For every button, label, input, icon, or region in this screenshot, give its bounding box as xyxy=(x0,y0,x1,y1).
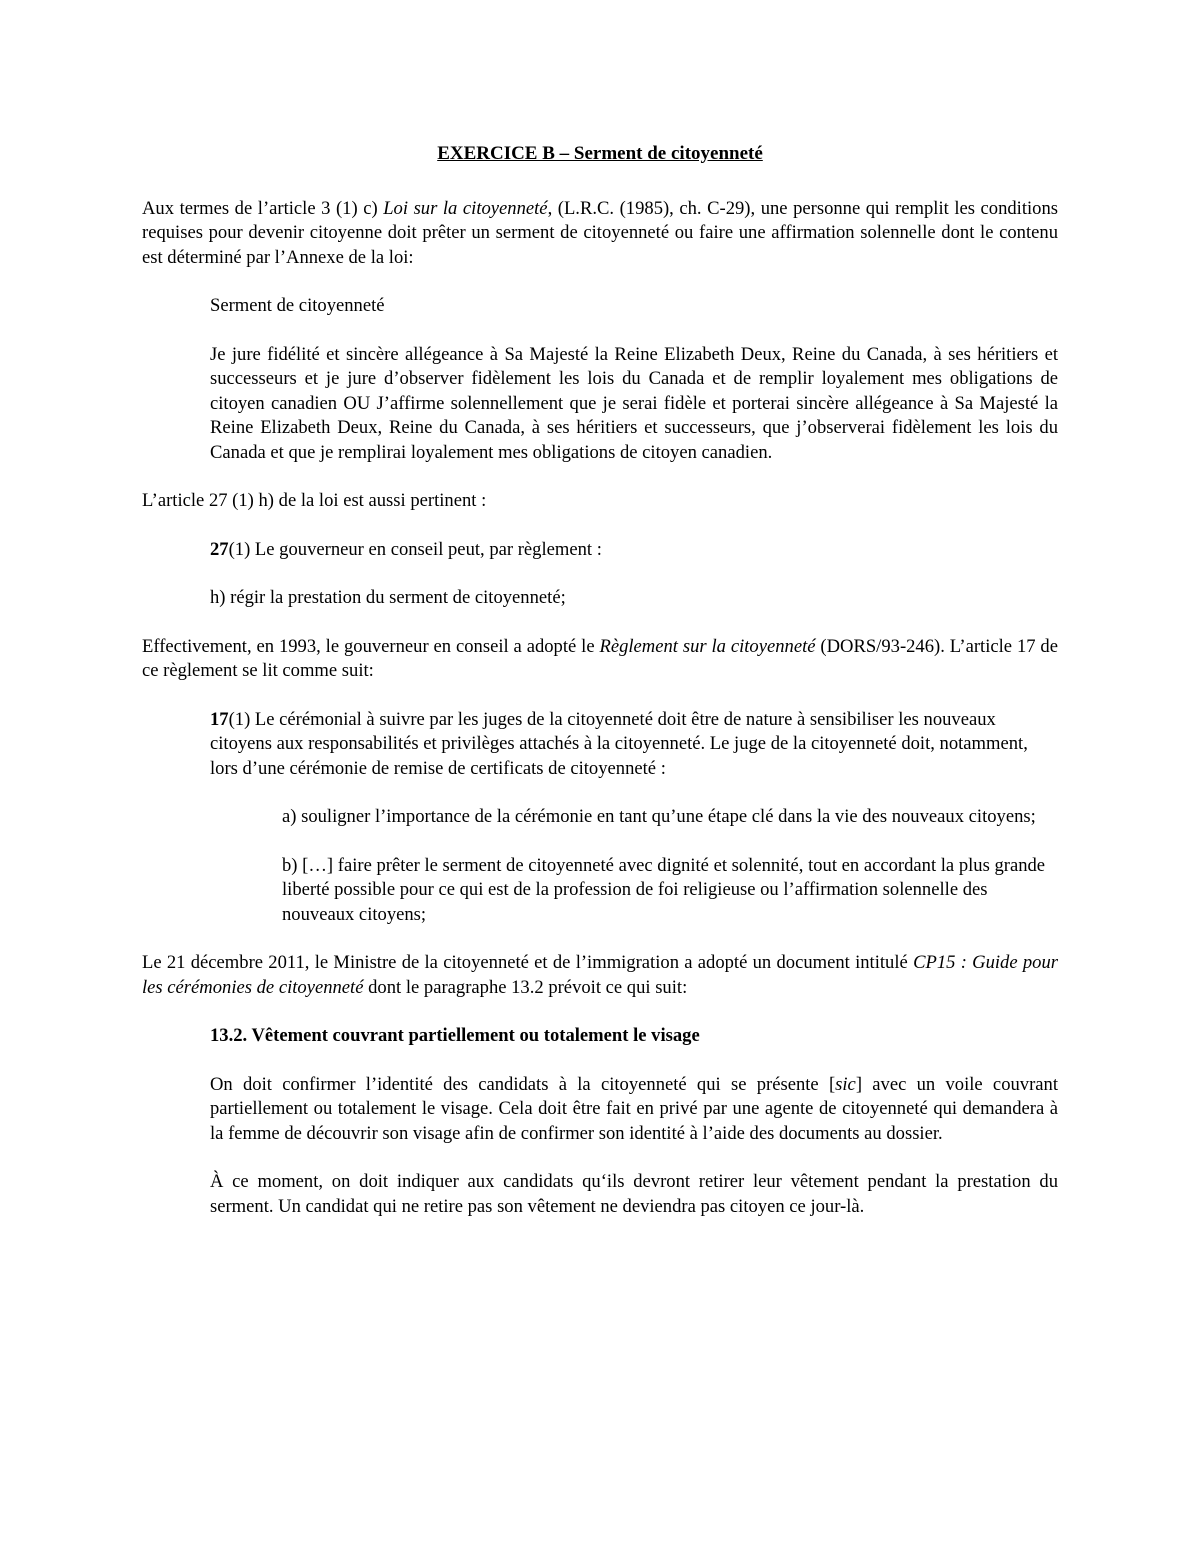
intro-paragraph: Aux termes de l’article 3 (1) c) Loi sur la citoyenneté, (L.R.C. (1985), ch. C-29), une personne qui remplit les conditions requises pour devenir citoyenne doit prêter un serment de citoyenneté ou faire une affirmation solennelle dont le contenu est déterminé par l’Annexe de la loi: xyxy=(142,197,1059,268)
sic-mark: sic xyxy=(835,1073,856,1095)
section-13-2-paragraph-1: On doit confirmer l’identité des candidats à la citoyenneté qui se présente [sic] avec un voile couvrant partiellement ou totalement le visage. Cela doit être fait en privé par une agente de citoyenneté qui demandera à la femme de découvrir son visage afin de confirmer son identité à l’aide des documents au dossier. xyxy=(210,1073,1058,1144)
article27-h: h) régir la prestation du serment de citoyenneté; xyxy=(210,587,566,608)
article17-number: 17 xyxy=(210,708,229,730)
oath-heading: Serment de citoyenneté xyxy=(210,295,385,316)
law-name: Loi sur la citoyenneté xyxy=(383,197,548,219)
section-13-2-paragraph-2: À ce moment, on doit indiquer aux candidats qu‘ils devront retirer leur vêtement pendant la prestation du serment. Un candidat qui ne retire pas son vêtement ne deviendra pas citoyen ce jour-là. xyxy=(210,1171,1058,1217)
section-13-2-heading: 13.2. Vêtement couvrant partiellement ou totalement le visage xyxy=(210,1025,700,1046)
article17-b: b) […] faire prêter le serment de citoyenneté avec dignité et solennité, tout en accordant la plus grande liberté possible pour ce qui est de la profession de foi religieuse ou l’affirmation solennelle des nouveaux citoyens; xyxy=(282,854,1046,925)
article27-intro: L’article 27 (1) h) de la loi est aussi pertinent : xyxy=(142,490,487,511)
regulation-intro: Effectivement, en 1993, le gouverneur en conseil a adopté le Règlement sur la citoyenneté (DORS/93-246). L’article 17 de ce règlement se lit comme suit: xyxy=(142,635,1058,681)
guide-name: CP15 : Guide pour les cérémonies de citoyenneté xyxy=(142,952,1059,998)
guide-intro: Le 21 décembre 2011, le Ministre de la citoyenneté et de l’immigration a adopté un document intitulé CP15 : Guide pour les cérémonies de citoyenneté dont le paragraphe 13.2 prévoit ce qui suit: xyxy=(142,952,1059,998)
document-page xyxy=(142,142,1058,1219)
regulation-name: Règlement sur la citoyenneté xyxy=(599,635,816,657)
oath-text: Je jure fidélité et sincère allégeance à Sa Majesté la Reine Elizabeth Deux, Reine du Canada, à ses héritiers et successeurs et je jure d’observer fidèlement les lois du Canada et de remplir loyalement mes obligations de citoyen canadien OU J’affirme solennellement que je serai fidèle et porterai sincère allégeance à Sa Majesté la Reine Elizabeth Deux, Reine du Canada, à ses héritiers et successeurs, que j’observerai fidèlement les lois du Canada et que je remplirai loyalement mes obligations de citoyen canadien. xyxy=(210,343,1058,463)
document-title: EXERCICE B – Serment de citoyenneté xyxy=(437,143,763,164)
article17-a: a) souligner l’importance de la cérémonie en tant qu’une étape clé dans la vie des nouveaux citoyens; xyxy=(282,806,1036,827)
article17-text: 17(1) Le cérémonial à suivre par les juges de la citoyenneté doit être de nature à sensibiliser les nouveaux citoyens aux responsabilités et privilèges attachés à la citoyenneté. Le juge de la citoyenneté doit, notamment, lors d’une cérémonie de remise de certificats de citoyenneté : xyxy=(210,708,1028,779)
article27-text: 27(1) Le gouverneur en conseil peut, par règlement : xyxy=(210,538,602,560)
article27-number: 27 xyxy=(210,538,229,560)
